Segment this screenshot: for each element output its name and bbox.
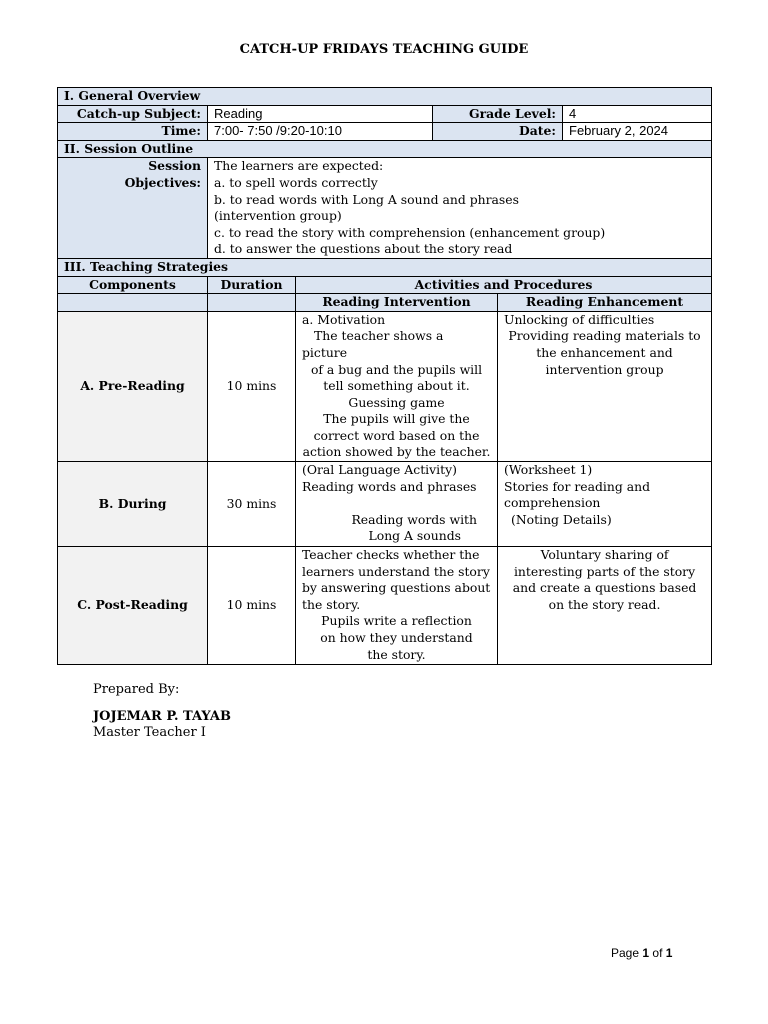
strategy-row-pre-reading	[58, 311, 712, 461]
activity-line: (Noting Details)	[511, 511, 612, 527]
activity-line: the story.	[302, 596, 361, 612]
activity-line: and create a questions based	[512, 580, 697, 596]
subject-row	[58, 105, 712, 123]
section-header-teaching-strategies	[58, 258, 712, 276]
activity-line: Voluntary sharing of	[540, 547, 669, 563]
section-header-general-overview	[58, 88, 712, 106]
activity-line: The teacher shows a picture	[302, 328, 444, 360]
session-outline-heading: II. Session Outline	[58, 140, 712, 158]
duration-cell: 10 mins	[208, 547, 296, 665]
activity-line: Providing reading materials to	[508, 328, 701, 344]
date-value: February 2, 2024	[563, 123, 712, 141]
intervention-cell	[296, 462, 498, 547]
activity-line: tell something about it.	[323, 378, 470, 394]
components-column-header: Components	[58, 276, 208, 294]
page-number-footer	[611, 946, 672, 960]
section-header-session-outline	[58, 140, 712, 158]
prepared-by-label: Prepared By:	[93, 682, 180, 697]
preparer-role: Master Teacher I	[93, 725, 206, 740]
intervention-cell	[296, 311, 498, 461]
activity-line: (Oral Language Activity)	[302, 462, 457, 478]
enhancement-cell	[498, 311, 712, 461]
current-page: 1	[642, 946, 650, 960]
enhancement-column-header: Reading Enhancement	[498, 294, 712, 312]
activity-line: Reading words and phrases	[302, 478, 477, 494]
session-objectives-text	[208, 158, 712, 259]
enhancement-cell	[498, 547, 712, 665]
objective-line: The learners are expected:	[214, 158, 384, 174]
intervention-column-header: Reading Intervention	[296, 294, 498, 312]
activity-line: a. Motivation	[302, 311, 386, 327]
session-label-line-2: Objectives:	[124, 174, 201, 190]
total-pages: 1	[665, 946, 673, 960]
component-cell: A. Pre-Reading	[58, 311, 208, 461]
page-word: Page	[611, 946, 640, 960]
activity-spacer	[302, 495, 491, 512]
component-cell: C. Post-Reading	[58, 547, 208, 665]
activity-line: Unlocking of difficulties	[504, 311, 655, 327]
strategy-row-during	[58, 462, 712, 547]
activity-line: Guessing game	[348, 394, 445, 410]
date-label: Date:	[433, 123, 563, 141]
strategies-column-header-row	[58, 276, 712, 294]
activity-line: Teacher checks whether the	[302, 547, 480, 563]
strategy-row-post-reading	[58, 547, 712, 665]
activity-line: the enhancement and	[536, 344, 673, 360]
session-objectives-row	[58, 158, 712, 259]
objective-line: a. to spell words correctly	[214, 174, 378, 190]
session-objectives-label	[58, 158, 208, 259]
activity-line: Reading words with	[351, 511, 477, 527]
activity-line: interesting parts of the story	[513, 563, 696, 579]
subject-value: Reading	[208, 105, 433, 123]
activity-line: Long A sounds	[368, 528, 461, 544]
activity-line: The pupils will give the	[323, 411, 470, 427]
activity-line: learners understand the story	[302, 563, 490, 579]
duration-cell: 30 mins	[208, 462, 296, 547]
grade-level-label: Grade Level:	[433, 105, 563, 123]
objective-line: c. to read the story with comprehension (enhancement group)	[214, 224, 606, 240]
document-title: CATCH-UP FRIDAYS TEACHING GUIDE	[239, 42, 529, 57]
activities-column-header: Activities and Procedures	[296, 276, 712, 294]
time-row	[58, 123, 712, 141]
empty-header-cell	[58, 294, 208, 312]
activity-line: of a bug and the pupils will	[310, 361, 483, 377]
activity-line: on the story read.	[548, 596, 661, 612]
enhancement-cell	[498, 462, 712, 547]
activity-line: Pupils write a reflection	[321, 613, 472, 629]
intervention-cell	[296, 547, 498, 665]
duration-cell: 10 mins	[208, 311, 296, 461]
objective-line: b. to read words with Long A sound and phrases	[214, 191, 519, 207]
time-value: 7:00- 7:50 /9:20-10:10	[208, 123, 433, 141]
session-label-line-1: Session	[148, 158, 201, 174]
activity-line: correct word based on the	[313, 427, 480, 443]
activity-line: Stories for reading and	[504, 478, 651, 494]
subject-label: Catch-up Subject:	[58, 105, 208, 123]
teaching-strategies-heading: III. Teaching Strategies	[58, 258, 712, 276]
teaching-guide-table	[57, 87, 712, 665]
strategies-subheader-row	[58, 294, 712, 312]
activity-line: (Worksheet 1)	[504, 462, 593, 478]
component-cell: B. During	[58, 462, 208, 547]
preparer-name: JOJEMAR P. TAYAB	[93, 709, 231, 724]
time-label: Time:	[58, 123, 208, 141]
activity-line: by answering questions about	[302, 580, 491, 596]
general-overview-heading: I. General Overview	[58, 88, 712, 106]
objective-line: (intervention group)	[214, 208, 342, 224]
grade-level-value: 4	[563, 105, 712, 123]
activity-line: comprehension	[504, 495, 601, 511]
of-word: of	[652, 946, 663, 960]
activity-line: the story.	[367, 646, 426, 662]
activity-line: intervention group	[545, 361, 664, 377]
activity-line: action showed by the teacher.	[302, 444, 491, 460]
objective-line: d. to answer the questions about the story read	[214, 241, 513, 257]
empty-header-cell	[208, 294, 296, 312]
duration-column-header: Duration	[208, 276, 296, 294]
activity-line: on how they understand	[320, 630, 473, 646]
